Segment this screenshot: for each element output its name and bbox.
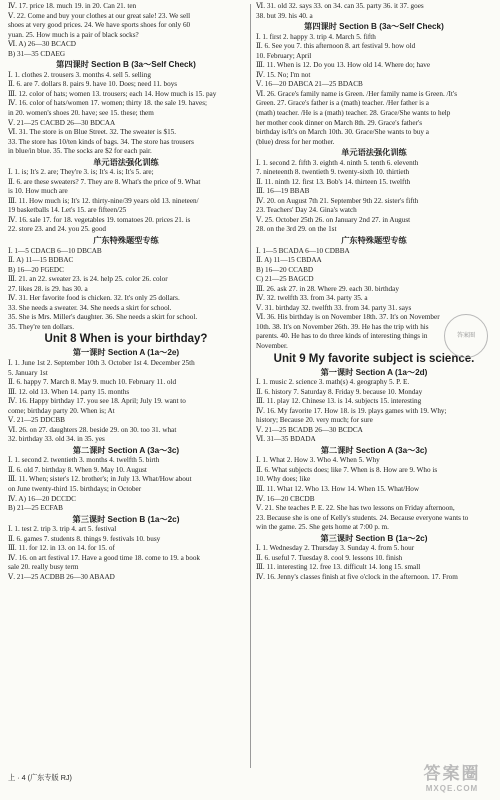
answer-line: 23. Teachers' Day 24. Gina's watch xyxy=(256,206,357,215)
right-column xyxy=(256,2,492,582)
answer-line: Ⅲ. 26. ask 27. in 28. Where 29. each 30. birthday xyxy=(256,284,399,293)
answer-line: Ⅱ. 6. useful 7. Tuesday 8. cool 9. lessons 10. finish xyxy=(256,553,403,562)
answer-line: Ⅳ. 15. No; I'm not xyxy=(256,70,311,79)
section-heading: 第一课时 Section A (1a～2e) xyxy=(72,348,180,358)
answer-line: (blue) dress for her mother. xyxy=(256,137,335,146)
answer-line: Ⅱ. 6. old 7. birthday 8. When 9. May 10. August xyxy=(8,465,147,474)
answer-line: Ⅴ. 21—25 CACBD 26—30 BDCAA xyxy=(8,118,116,127)
answer-line: Ⅵ. 31. The store is on Blue Street. 32. The sweater is $15. xyxy=(8,128,177,137)
answer-line: Ⅴ. 21—25 BCADB 26—30 BCDCA xyxy=(256,425,363,434)
answer-line: 10. Why does; like xyxy=(256,475,311,484)
answer-line: Ⅳ. 16—20 CBCDB xyxy=(256,494,315,503)
unit-title: Unit 9 My favorite subject is science. xyxy=(273,352,475,365)
answer-line: Ⅲ. 11. play 12. Chinese 13. is 14. subjects 15. interesting xyxy=(256,397,422,406)
answer-line: Ⅱ. A) 11—15 BDBAC xyxy=(8,256,74,265)
answer-line: Ⅵ. 26. on 27. daughters 28. beside 29. on 30. too 31. what xyxy=(8,425,177,434)
answer-line: Ⅰ. 1. music 2. science 3. math(s) 4. geography 5. P. E. xyxy=(256,378,410,387)
answer-line: Ⅰ. 1—5 CDACB 6—10 DBCAB xyxy=(8,246,102,255)
answer-line: Ⅲ. 11. for 12. in 13. on 14. for 15. of xyxy=(8,544,115,553)
answer-line: Ⅵ. 26. Grace's family name is Green. /Her family name is Green. /It's xyxy=(256,89,458,98)
answer-line: Ⅳ. 16. My favorite 17. How 18. is 19. plays games with 19. Why; xyxy=(256,406,447,415)
answer-line: Ⅴ. 16—20 DABCA 21—25 BDACB xyxy=(256,80,363,89)
answer-line: come; birthday party 20. When is; At xyxy=(8,406,115,415)
answer-line: B) 16—20 FGEDC xyxy=(8,265,64,274)
answer-line: Ⅲ. 11. When; sister's 12. brother's; in July 13. What/How about xyxy=(8,475,192,484)
answer-line: Ⅱ. A) 11—15 CBDAA xyxy=(256,256,322,265)
answer-line: Ⅰ. 1. second 2. twentieth 3. months 4. twelfth 5. birth xyxy=(8,456,160,465)
answer-line: 5. January 1st xyxy=(8,368,48,377)
answer-line: 32. birthday 33. old 34. in 35. yes xyxy=(8,435,105,444)
answer-line: 35. They're ten dollars. xyxy=(8,322,75,331)
answer-line: Ⅴ. 21—25 ACDBB 26—30 ABAAD xyxy=(8,572,115,581)
answer-line: Ⅱ. 6. are 7. dollars 8. pairs 9. have 10. Does; need 11. boys xyxy=(8,80,178,89)
answer-line: 23. Because she is one of Kelly's students. 24. Because everyone wants to xyxy=(256,513,469,522)
answer-line: 33. She needs a sweater. 34. She needs a skirt for school. xyxy=(8,303,172,312)
answer-line: Ⅲ. 12. old 13. When 14. party 15. months xyxy=(8,387,130,396)
answer-line: Ⅳ. 17. price 18. much 19. in 20. Can 21. ten xyxy=(8,2,137,10)
answer-line: B) 16—20 CCABD xyxy=(256,265,314,274)
answer-line: Ⅲ. 21. an 22. sweater 23. is 24. help 25. color 26. color xyxy=(8,275,168,284)
answer-line: parents. 40. He has to do three kinds of interesting things in xyxy=(256,332,428,341)
answer-line: Ⅵ. 36. His birthday is on November 18th. 37. It's on November xyxy=(256,313,440,322)
answer-line: shoes at very good prices. 24. We have sports shoes for only 60 xyxy=(8,21,191,30)
answer-line: Ⅲ. 11. What 12. Who 13. How 14. When 15. What/How xyxy=(256,485,420,494)
answer-line: 35. She is Mrs. Miller's daughter. 36. She needs a skirt for school. xyxy=(8,313,198,322)
answer-line: 27. likes 28. is 29. has 30. a xyxy=(8,284,88,293)
answer-line: C) 21—25 BAGCD xyxy=(256,275,314,284)
answer-line: B) 31—35 CDAEG xyxy=(8,49,66,58)
answer-line: 38. but 39. his 40. a xyxy=(256,11,313,20)
answer-line: Ⅰ. 1. test 2. trip 3. trip 4. art 5. festival xyxy=(8,525,117,534)
answer-line: Ⅳ. 20. on August 7th 21. September 9th 22. sister's fifth xyxy=(256,196,419,205)
answer-line: Ⅱ. 6. are these sweaters? 7. They are 8. What's the price of 9. What xyxy=(8,177,201,186)
section-heading: 广东特殊题型专练 xyxy=(93,236,159,246)
answer-line: Ⅳ. 16. color of hats/women 17. women; thirty 18. the sale 19. haves; xyxy=(8,99,208,108)
answer-line: 10th. 38. It's on November 26th. 39. He has the trip with his xyxy=(256,322,429,331)
answer-line: 28. on the 3rd 29. on the 1st xyxy=(256,225,337,234)
answer-line: B) 21—25 ECFAB xyxy=(8,504,63,513)
answer-line: 22. store 23. and 24. you 25. good xyxy=(8,225,107,234)
answer-line: Ⅱ. 6. games 7. students 8. things 9. festivals 10. busy xyxy=(8,534,161,543)
section-heading: 第三课时 Section B (1a～2c) xyxy=(320,533,428,543)
answer-line: Ⅵ. 31. old 32. says 33. on 34. can 35. party 36. it 37. goes xyxy=(256,2,424,10)
answer-line: Green. 27. Grace's father is a (math) teacher. /Her father is a xyxy=(256,99,429,108)
answer-line: Ⅰ. 1. is; It's 2. are; They're 3. is; It's 4. is; It's 5. are; xyxy=(8,168,154,177)
watermark-url: MXQE.COM xyxy=(425,784,479,793)
answer-line: Ⅰ. 1. What 2. How 3. Who 4. When 5. Why xyxy=(256,456,380,465)
page-footer: 上 · 4 (广东专版 RJ) xyxy=(8,773,72,782)
answer-line: Ⅲ. 11. How much is; It's 12. thirty-nine/39 years old 13. nineteen/ xyxy=(8,196,199,205)
section-heading: 第四课时 Section B (3a～Self Check) xyxy=(56,60,196,70)
answer-line: Ⅲ. 12. color of hats; women 13. trousers; each 14. How much is 15. pay xyxy=(8,89,217,98)
answer-line: her mother cook dinner on March 8th. 29. Grace's father's xyxy=(256,118,423,127)
answer-line: on June twenty-third 15. birthdays; in October xyxy=(8,485,142,494)
section-heading: 单元语法强化训练 xyxy=(341,148,407,158)
answer-line: Ⅳ. A) 16—20 DCCDC xyxy=(8,494,76,503)
answer-line: Ⅰ. 1. Wednesday 2. Thursday 3. Sunday 4. from 5. hour xyxy=(256,544,415,553)
answer-line: Ⅱ. 6. What subjects does; like 7. When is 8. How are 9. Who is xyxy=(256,465,438,474)
answer-line: Ⅴ. 31. birthday 32. twelfth 33. from 34. party 31. says xyxy=(256,303,412,312)
answer-line: Ⅳ. 16. Jenny's classes finish at five o'clock in the afternoon. 17. From xyxy=(256,572,458,581)
watermark-logo xyxy=(410,764,494,796)
answer-line: Ⅱ. 6. See you 7. this afternoon 8. art festival 9. how old xyxy=(256,42,416,51)
section-heading: 第二课时 Section A (3a～3c) xyxy=(72,445,180,455)
left-column xyxy=(8,2,244,582)
answer-line: Ⅳ. 16. Happy birthday 17. you see 18. April; July 19. want to xyxy=(8,397,186,406)
answer-line: Ⅰ. 1. clothes 2. trousers 3. months 4. sell 5. selling xyxy=(8,70,151,79)
answer-line: Ⅳ. 16. on art festival 17. Have a good time 18. come to 19. a book xyxy=(8,553,201,562)
section-heading: 单元语法强化训练 xyxy=(93,157,159,167)
answer-line: sale 20. really busy term xyxy=(8,563,79,572)
answer-line: Ⅵ. A) 26—30 BCACD xyxy=(8,40,76,49)
answer-line: birthday is/It's on March 10th. 30. Grace/She wants to buy a xyxy=(256,128,429,137)
answer-line: Ⅱ. 6. happy 7. March 8. May 9. much 10. February 11. old xyxy=(8,378,177,387)
answer-key-page xyxy=(8,2,494,772)
answer-line: Ⅴ. 21. She teaches P. E. 22. She has two lessons on Friday afternoon, xyxy=(256,504,455,513)
circular-stamp-icon: 答案圈 xyxy=(444,314,488,358)
answer-line: Ⅳ. 31. Her favorite food is chicken. 32. It's only 25 dollars. xyxy=(8,294,180,303)
answer-line: yuan. 25. How much is a pair of black socks? xyxy=(8,30,139,39)
watermark-title: 答案圈 xyxy=(423,764,481,783)
answer-line: is 10. How much are xyxy=(8,187,68,196)
answer-line: Ⅲ. 11. When is 12. Do you 13. How old 14. Where do; have xyxy=(256,61,431,70)
answer-line: 7. nineteenth 8. twentieth 9. twenty-sixth 10. thirtieth xyxy=(256,168,410,177)
section-heading: 第一课时 Section A (1a～2d) xyxy=(320,367,428,377)
answer-line: 10. February; April xyxy=(256,51,312,60)
answer-line: Ⅳ. 32. twelfth 33. from 34. party 35. a xyxy=(256,294,368,303)
answer-line: history; Because 20. very much; for sure xyxy=(256,416,373,425)
answer-line: Ⅱ. 11. ninth 12. first 13. Bob's 14. thirteen 15. twelfth xyxy=(256,177,411,186)
answer-line: Ⅰ. 1. first 2. happy 3. trip 4. March 5. fifth xyxy=(256,32,376,41)
answer-line: Ⅰ. 1. June 1st 2. September 10th 3. October 1st 4. December 25th xyxy=(8,358,195,367)
answer-line: Ⅴ. 21—25 DDCBB xyxy=(8,416,65,425)
section-heading: 广东特殊题型专练 xyxy=(341,236,407,246)
answer-line: 19 basketballs 14. Let's 15. are fifteen/25 xyxy=(8,206,127,215)
answer-line: in 20. women's shoes 20. have; see 15. these; them xyxy=(8,108,154,117)
answer-line: Ⅲ. 16—19 BBAB xyxy=(256,187,310,196)
answer-line: in blue/in blue. 35. The socks are $2 for each pair. xyxy=(8,147,152,156)
answer-line: win the game. 25. She gets home at 7:00 p. m. xyxy=(256,523,389,532)
answer-line: November. xyxy=(256,342,288,350)
section-heading: 第四课时 Section B (3a～Self Check) xyxy=(304,22,444,32)
answer-line: Ⅵ. 31—35 BDADA xyxy=(256,435,316,444)
column-divider xyxy=(250,4,251,768)
answer-line: Ⅱ. 6. history 7. Saturday 8. Friday 9. because 10. Monday xyxy=(256,387,423,396)
unit-title: Unit 8 When is your birthday? xyxy=(44,333,208,346)
answer-line: Ⅴ. 22. Come and buy your clothes at our great sale! 23. We sell xyxy=(8,11,191,20)
answer-line: Ⅳ. 16. sale 17. for 18. vegetables 19. tomatoes 20. prices 21. is xyxy=(8,215,191,224)
answer-line: 33. The store has 10/ten kinds of bags. 34. The store has trousers xyxy=(8,137,194,146)
section-heading: 第二课时 Section A (3a～3c) xyxy=(320,445,428,455)
answer-line: Ⅰ. 1. second 2. fifth 3. eighth 4. ninth 5. tenth 6. eleventh xyxy=(256,158,419,167)
answer-line: Ⅴ. 25. October 25th 26. on January 2nd 27. in August xyxy=(256,215,411,224)
answer-line: (math) teacher. /He is a (math) teacher. 28. Grace/She wants to help xyxy=(256,108,451,117)
section-heading: 第三课时 Section B (1a～2c) xyxy=(72,514,180,524)
answer-line: Ⅲ. 11. interesting 12. free 13. difficult 14. long 15. small xyxy=(256,563,421,572)
answer-line: Ⅰ. 1—5 BCADA 6—10 CDBBA xyxy=(256,246,350,255)
